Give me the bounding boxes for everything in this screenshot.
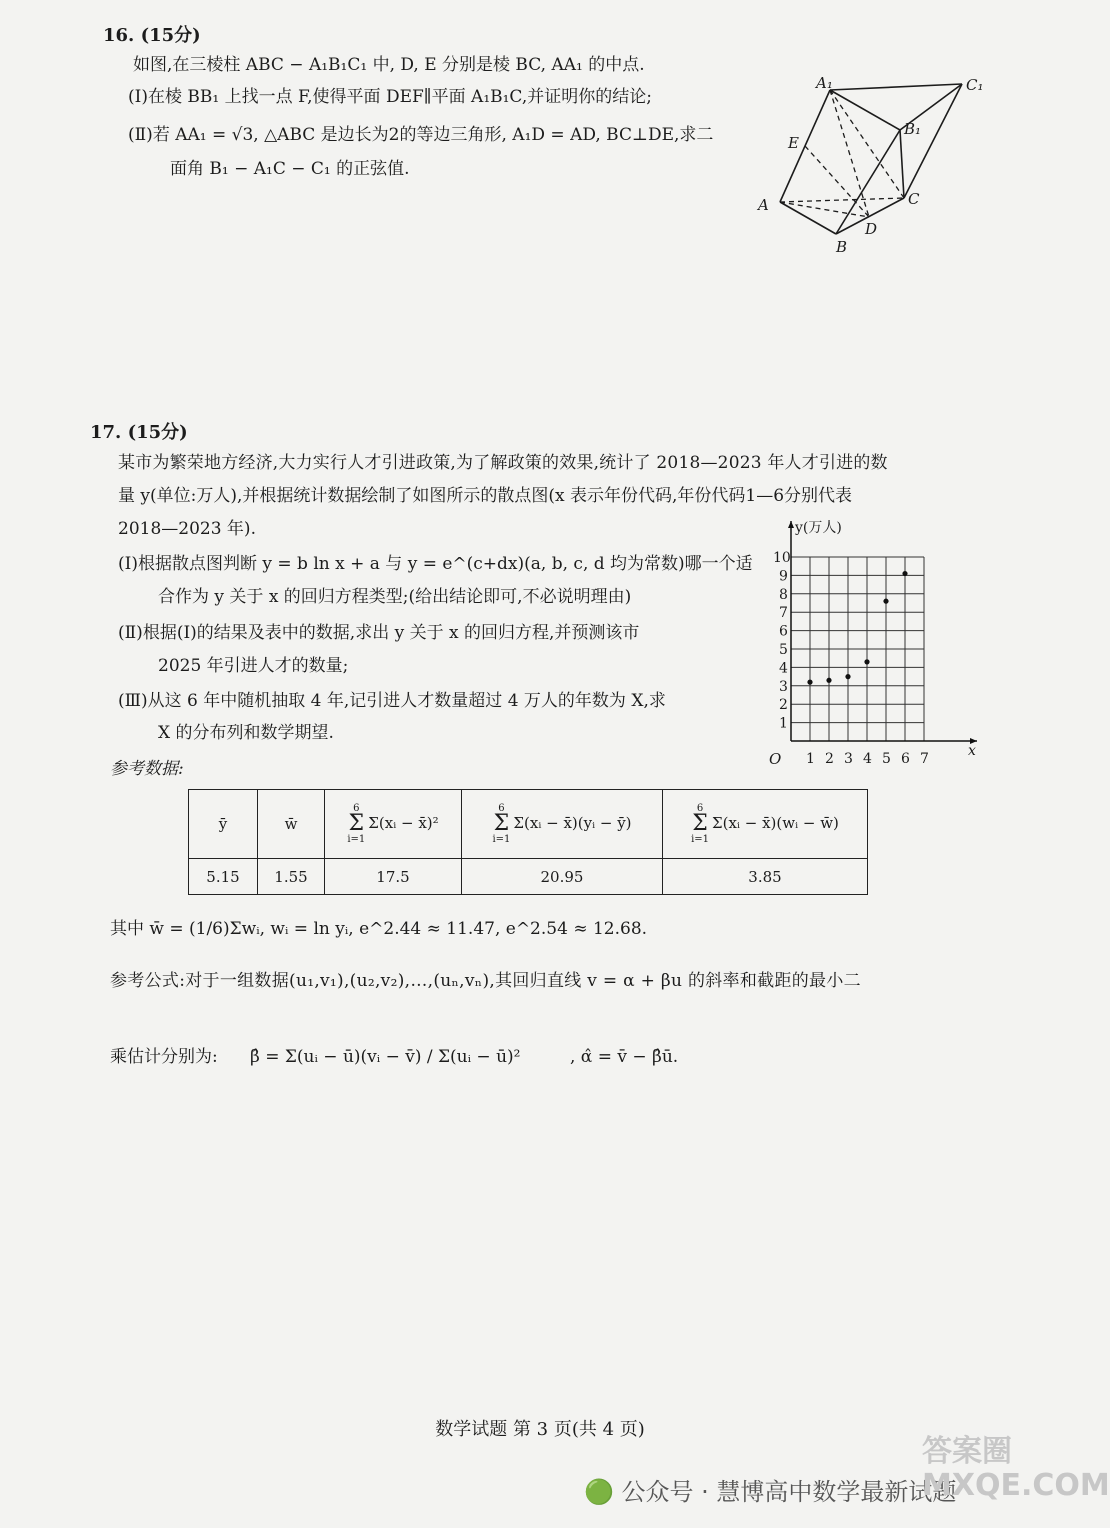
th-sum-xw-text: Σ(xᵢ − x̄)(wᵢ − w̄) [712, 814, 839, 832]
th-wbar: w̄ [258, 790, 325, 859]
y-axis-label: y(万人) [795, 520, 842, 536]
edge-A1C1 [830, 84, 962, 90]
th-sum-xw: 6 Σ i=1 Σ(xᵢ − x̄)(wᵢ − w̄) [663, 790, 868, 859]
x-tick-label: 7 [920, 751, 929, 767]
label-A1: A₁ [816, 74, 833, 92]
formula-line2: 乘估计分别为: [110, 1047, 218, 1067]
q17-part1-cont: 合作为 y 关于 x 的回归方程类型;(给出结论即可,不必说明理由) [158, 587, 632, 607]
y-tick-label: 3 [779, 678, 788, 695]
th-sum-xy-text: Σ(xᵢ − x̄)(yᵢ − ȳ) [513, 814, 632, 832]
label-B: B [836, 238, 848, 256]
x-tick-label: 1 [806, 751, 815, 767]
y-tick-label: 4 [779, 660, 788, 677]
q16-part2: (Ⅱ)若 AA₁ = √3, △ABC 是边长为2的等边三角形, A₁D = AD, BC⊥DE,求二 [128, 125, 714, 145]
td-ybar: 5.15 [189, 859, 258, 895]
q17-part3-cont: X 的分布列和数学期望. [158, 723, 334, 743]
td-sum-xw: 3.85 [663, 859, 868, 895]
x-tick-label: 4 [863, 751, 872, 767]
x-tick-label: 3 [844, 751, 853, 767]
watermark-text: 🟢 公众号 · 慧博高中数学最新试题 [584, 1478, 957, 1506]
formula-beta: β̂ = Σ(uᵢ − ū)(vᵢ − v̄) / Σ(uᵢ − ū)² [250, 1047, 521, 1067]
q17-note: 其中 w̄ = (1/6)Σwᵢ, wᵢ = ln yᵢ, e^2.44 ≈ 11.47, e^2.54 ≈ 12.68. [110, 919, 648, 939]
y-tick-label: 1 [779, 715, 788, 732]
q17-stem-line2: 量 y(单位:万人),并根据统计数据绘制了如图所示的散点图(x 表示年份代码,年份代码1—6分别代表 [118, 486, 853, 506]
q17-part2: (Ⅱ)根据(Ⅰ)的结果及表中的数据,求出 y 关于 x 的回归方程,并预测该市 [118, 623, 640, 643]
q16-stem: 如图,在三棱柱 ABC − A₁B₁C₁ 中, D, E 分别是棱 BC, AA₁ 的中点. [133, 55, 645, 75]
x-tick-label: 2 [825, 751, 834, 767]
td-sum-xy: 20.95 [462, 859, 663, 895]
y-tick-label: 6 [779, 623, 788, 640]
q17-part3: (Ⅲ)从这 6 年中随机抽取 4 年,记引进人才数量超过 4 万人的年数为 X,求 [118, 691, 666, 711]
label-C1: C₁ [966, 76, 984, 94]
th-sum-xx-text: Σ(xᵢ − x̄)² [368, 814, 439, 832]
th-sum-xy: 6 Σ i=1 Σ(xᵢ − x̄)(yᵢ − ȳ) [462, 790, 663, 859]
x-axis-label: x [968, 743, 976, 759]
data-point [864, 659, 869, 664]
label-C: C [908, 190, 920, 208]
data-point [845, 674, 850, 679]
scatter-chart [755, 515, 985, 770]
data-point [826, 678, 831, 683]
formula-intro: 参考公式:对于一组数据(u₁,v₁),(u₂,v₂),…,(uₙ,vₙ),其回归直线 v = α + βu 的斜率和截距的最小二 [110, 971, 861, 991]
q17-part2-cont: 2025 年引进人才的数量; [158, 656, 349, 676]
q16-number: 16. (15分) [103, 25, 201, 46]
th-sum-xx: 6 Σ i=1 Σ(xᵢ − x̄)² [325, 790, 462, 859]
data-point [883, 599, 888, 604]
y-tick-label: 7 [779, 605, 788, 622]
data-point [902, 571, 907, 576]
y-tick-label: 8 [779, 586, 788, 603]
label-D: D [865, 220, 878, 238]
y-tick-label: 9 [779, 568, 788, 585]
formula-alpha: , α̂ = v̄ − β̂ū. [570, 1047, 679, 1067]
th-ybar: ȳ [189, 790, 258, 859]
q17-stem-line1: 某市为繁荣地方经济,大力实行人才引进政策,为了解政策的效果,统计了 2018—2023 年人才引进的数 [118, 453, 888, 473]
page-footer: 数学试题 第 3 页(共 4 页) [435, 1419, 645, 1440]
prism-figure [750, 70, 1000, 260]
y-axis-arrow [788, 521, 794, 528]
origin-label: O [769, 750, 782, 768]
y-tick-label: 5 [779, 642, 788, 658]
td-wbar: 1.55 [258, 859, 325, 895]
q16-part1: (Ⅰ)在棱 BB₁ 上找一点 F,使得平面 DEF∥平面 A₁B₁C,并证明你的结论; [128, 87, 652, 107]
q17-part1: (Ⅰ)根据散点图判断 y = b ln x + a 与 y = e^(c+dx)(a, b, c, d 均为常数)哪一个适 [118, 554, 753, 574]
label-B1: B₁ [904, 120, 922, 138]
ref-data-label: 参考数据: [110, 759, 184, 779]
q17-number: 17. (15分) [90, 422, 188, 443]
q17-stem-line3: 2018—2023 年). [118, 519, 256, 539]
x-tick-label: 5 [882, 751, 891, 767]
y-tick-label: 10 [773, 550, 791, 566]
y-tick-label: 2 [779, 697, 788, 714]
reference-table [188, 789, 868, 895]
label-A: A [758, 196, 769, 214]
data-point [807, 680, 812, 685]
label-E: E [788, 134, 799, 152]
watermark-logo: 答案圈 MXQE.COM [922, 1434, 1110, 1503]
x-tick-label: 6 [901, 751, 910, 767]
td-sum-xx: 17.5 [325, 859, 462, 895]
q16-part2-cont: 面角 B₁ − A₁C − C₁ 的正弦值. [170, 159, 410, 179]
